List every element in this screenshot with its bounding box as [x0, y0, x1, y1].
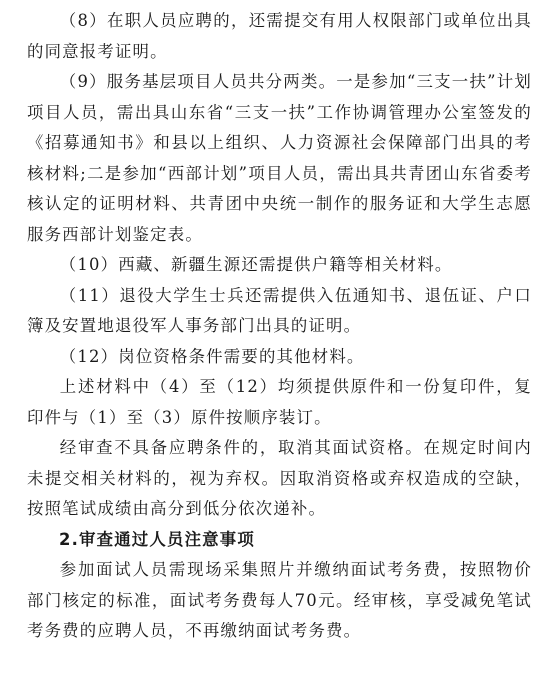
paragraph-item-11: （11）退役大学生士兵还需提供入伍通知书、退伍证、户口簿及安置地退役军人事务部门出具的证明。: [27, 285, 532, 335]
paragraph-materials-note: 上述材料中（4）至（12）均须提供原件和一份复印件，复印件与（1）至（3）原件按顺序装订。: [27, 377, 532, 427]
paragraph-interview-fee: 参加面试人员需现场采集照片并缴纳面试考务费，按照物价部门核定的标准，面试考务费每人70元。经审核，享受减免笔试考务费的应聘人员，不再缴纳面试考务费。: [27, 560, 532, 640]
paragraph-item-12: （12）岗位资格条件需要的其他材料。: [59, 346, 365, 366]
section-heading: 2.审查通过人员注意事项: [59, 529, 255, 549]
paragraph-review-rules: 经审查不具备应聘条件的，取消其面试资格。在规定时间内未提交相关材料的，视为弃权。因取消资格或弃权造成的空缺，按照笔试成绩由高分到低分依次递补。: [27, 438, 532, 518]
paragraph-item-10: （10）西藏、新疆生源还需提供户籍等相关材料。: [59, 255, 453, 274]
paragraph-item-9: （9）服务基层项目人员共分两类。一是参加“三支一扶”计划项目人员，需出具山东省“三支一扶”工作协调管理办公室签发的《招募通知书》和县以上组织、人力资源社会保障部门出具的考核材料;二是参加“西部计划”项目人员，需出具共青团山东省委考核认定的证明材料、共青团中央统一制作的服务证和大学生志愿服务西部计划鉴定表。: [27, 72, 532, 244]
paragraph-item-8: （8）在职人员应聘的，还需提交有用人权限部门或单位出具的同意报考证明。: [27, 11, 532, 61]
